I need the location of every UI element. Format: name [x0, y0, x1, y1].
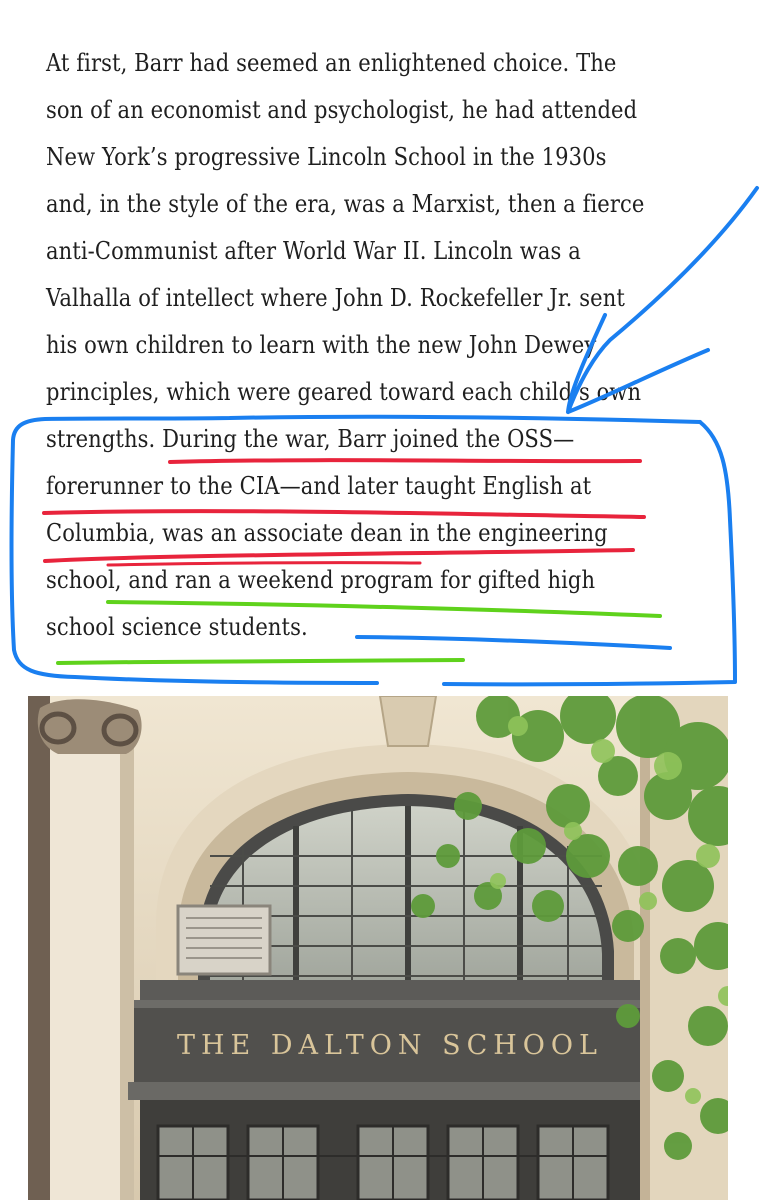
text-line: son of an economist and psychologist, he had attended: [46, 95, 638, 124]
text-line: Valhalla of intellect where John D. Rockefeller Jr. sent: [46, 283, 625, 312]
text-line: principles, which were geared toward each child’s own: [46, 377, 642, 406]
text-line: anti-Communist after World War II. Lincoln was a: [46, 236, 581, 265]
text-line: and, in the style of the era, was a Marxist, then a fierce: [46, 189, 645, 218]
text-line: school science students.: [46, 612, 308, 641]
dalton-school-entrance-image: [28, 696, 728, 1200]
text-line: his own children to learn with the new John Dewey: [46, 330, 597, 359]
text-line: At first, Barr had seemed an enlightened choice. The: [46, 48, 617, 77]
text-line: forerunner to the CIA—and later taught English at: [46, 471, 592, 500]
text-line: New York’s progressive Lincoln School in the 1930s: [46, 142, 607, 171]
school-photo: [28, 696, 728, 1200]
text-line: strengths. During the war, Barr joined the OSS—: [46, 424, 575, 453]
text-line: Columbia, was an associate dean in the engineering: [46, 518, 608, 547]
school-sign-text: THE DALTON SCHOOL: [177, 1030, 603, 1061]
text-line: school, and ran a weekend program for gifted high: [46, 565, 596, 594]
